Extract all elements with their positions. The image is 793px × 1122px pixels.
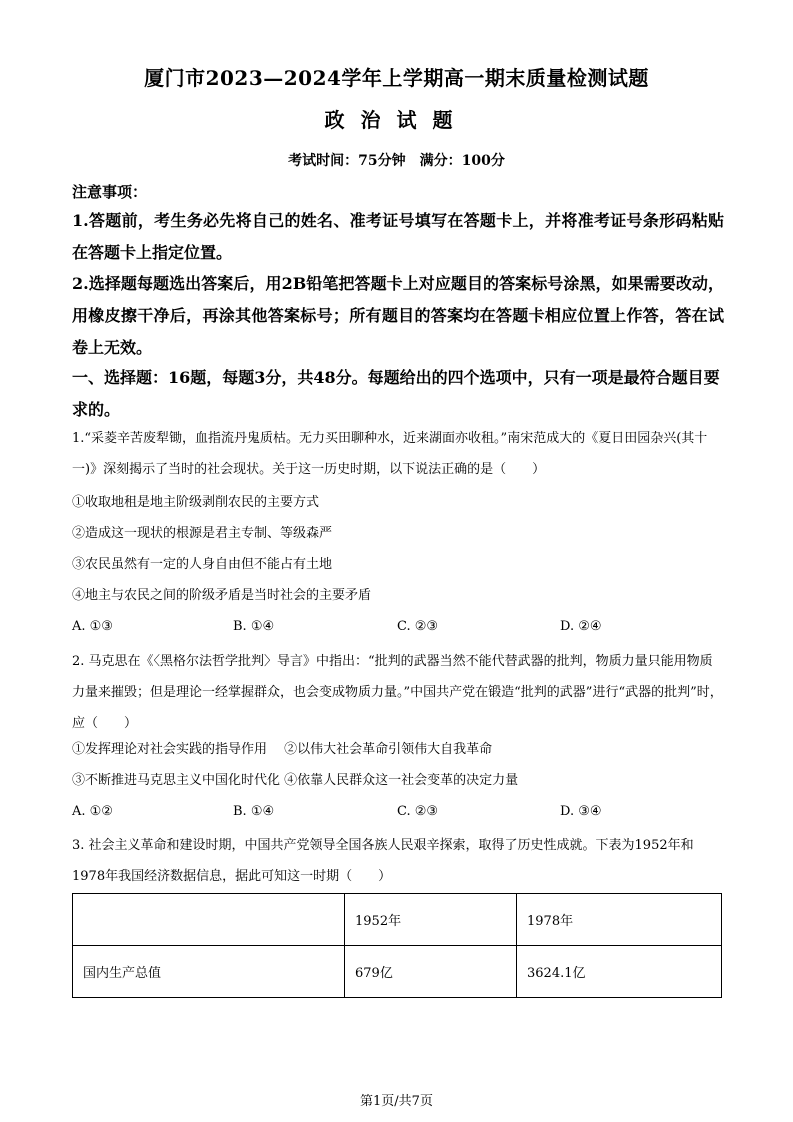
page-footer: 第1页/共7页: [360, 1094, 433, 1109]
table-row: [73, 946, 722, 998]
question-stem: 3. 社会主义革命和建设时期，中国共产党领导全国各族人民艰辛探索，取得了历史性成就。下表为1952年和1978年我国经济数据信息，据此可知这一时期（ ）: [72, 838, 694, 884]
choice-c: C. ②③: [397, 804, 439, 819]
choice-d: D. ②④: [560, 619, 602, 634]
table-cell: 3624.1亿: [517, 946, 722, 998]
choice-d: D. ③④: [560, 804, 602, 819]
table-cell: 国内生产总值: [73, 946, 345, 998]
choice-b: B. ①④: [233, 619, 275, 634]
choice-c: C. ②③: [397, 619, 439, 634]
question-statement: ①发挥理论对社会实践的指导作用 ②以伟大社会革命引领伟大自我革命: [72, 742, 493, 757]
exam-title: 厦门市2023—2024学年上学期高一期末质量检测试题: [144, 66, 649, 90]
table-header-cell: 1952年: [345, 894, 517, 946]
question-statement: ④地主与农民之间的阶级矛盾是当时社会的主要矛盾: [72, 588, 372, 603]
table-cell: 679亿: [345, 946, 517, 998]
question-stem: 2. 马克思在《〈黑格尔法哲学批判〉导言》中指出：“批判的武器当然不能代替武器的批判，物质力量只能用物质力量来摧毁；但是理论一经掌握群众，也会变成物质力量。”中国共产党在锻造“批判的武器”进行“武器的批判”时，应（ ）: [72, 654, 723, 731]
choice-a: A. ①③: [72, 619, 113, 634]
question-stem: 1.“采菱辛苦废犁锄，血指流丹鬼质枯。无力买田聊种水，近来湖面亦收租。”南宋范成大的《夏日田园杂兴(其十一)》深刻揭示了当时的社会现状。关于这一历史时期，以下说法正确的是（ ）: [72, 431, 708, 477]
subject-title: 政治试题: [324, 108, 469, 132]
question-statement: ③农民虽然有一定的人身自由但不能占有土地: [72, 557, 333, 572]
choice-a: A. ①②: [72, 804, 113, 819]
notice-item: 2.选择题每题选出答案后，用2B铅笔把答题卡上对应题目的答案标号涂黑，如果需要改动，用橡皮擦干净后，再涂其他答案标号；所有题目的答案均在答题卡相应位置上作答，答在试卷上无效。: [72, 274, 724, 357]
table-header-row: [73, 894, 722, 946]
notice-heading: 注意事项：: [72, 183, 148, 201]
section-heading: 一、选择题：16题，每题3分，共48分。每题给出的四个选项中，只有一项是最符合题目要求的。: [72, 368, 720, 419]
table-header-cell: 1978年: [517, 894, 722, 946]
exam-info: 考试时间：75分钟 满分：100分: [288, 153, 505, 169]
data-table: [72, 893, 722, 998]
table-header-cell: [73, 894, 345, 946]
question-statement: ③不断推进马克思主义中国化时代化 ④依靠人民群众这一社会变革的决定力量: [72, 773, 519, 788]
question-statement: ①收取地租是地主阶级剥削农民的主要方式: [72, 495, 320, 510]
choice-b: B. ①④: [233, 804, 275, 819]
notice-item: 1.答题前，考生务必先将自己的姓名、准考证号填写在答题卡上，并将准考证号条形码粘贴在答题卡上指定位置。: [72, 211, 724, 262]
question-statement: ②造成这一现状的根源是君主专制、等级森严: [72, 526, 333, 541]
